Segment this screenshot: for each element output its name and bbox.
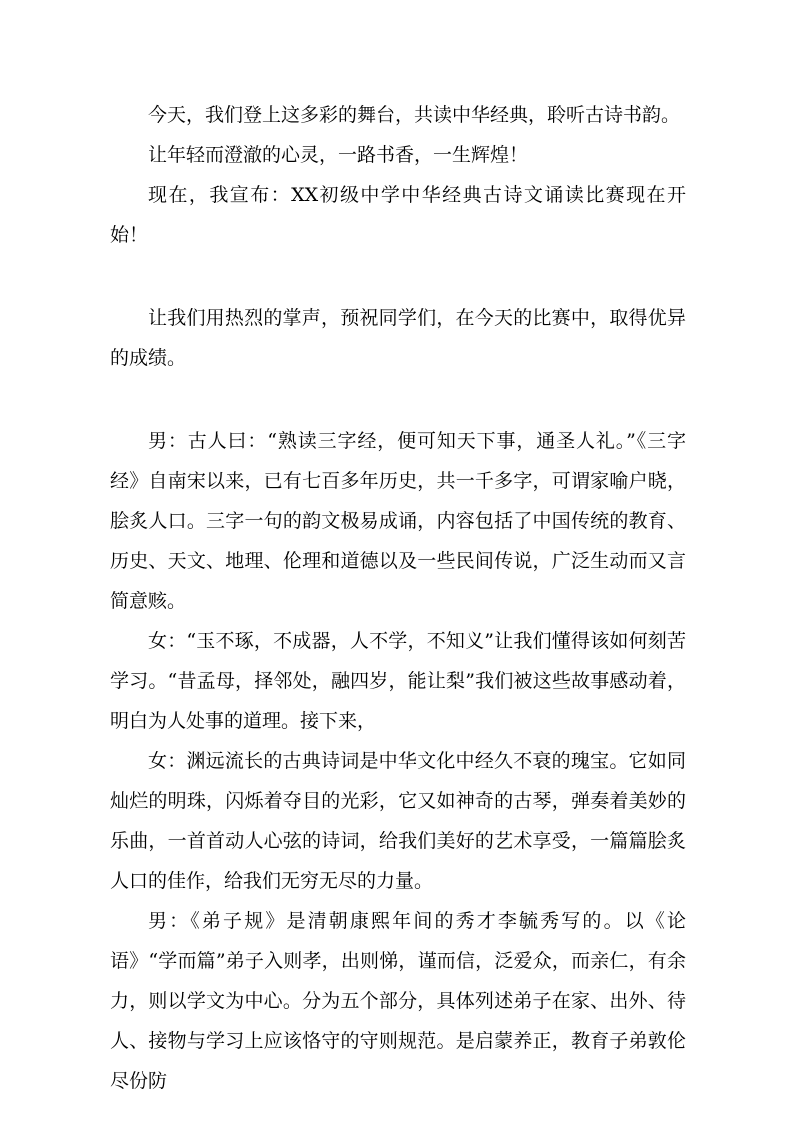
document-page xyxy=(110,95,686,1101)
female-host-paragraph: 女：渊远流长的古典诗词是中华文化中经久不衰的瑰宝。它如同灿烂的明珠，闪烁着夺目的光彩，它又如神奇的古琴，弹奏着美妙的乐曲，一首首动人心弦的诗词，给我们美好的艺术享受，一篇篇脍炙人口的佳作，给我们无穷无尽的力量。 xyxy=(110,750,686,892)
paragraph-spacer xyxy=(110,378,686,421)
paragraph-spacer xyxy=(110,255,686,298)
opening-paragraph: 让年轻而澄澈的心灵，一路书香，一生辉煌！ xyxy=(148,144,529,166)
male-host-paragraph: 男：《弟子规》是清朝康熙年间的秀才李毓秀写的。以《论语》“学而篇”弟子入则孝，出则悌，谨而信，泛爱众，而亲仁，有余力，则以学文为中心。分为五个部分，具体列述弟子在家、出外、待人、接物与学习上应该恪守的守则规范。是启蒙养正，教育子弟敦伦尽份防 xyxy=(110,910,686,1092)
applause-paragraph: 让我们用热烈的掌声，预祝同学们，在今天的比赛中，取得优异的成绩。 xyxy=(110,307,686,369)
male-host-paragraph: 男：古人曰：“熟读三字经，便可知天下事，通圣人礼。”《三字经》自南宋以来，已有七百多年历史，共一千多字，可谓家喻户晓，脍炙人口。三字一句的韵文极易成诵，内容包括了中国传统的教育、历史、天文、地理、伦理和道德以及一些民间传说，广泛生动而又言简意赅。 xyxy=(110,430,686,612)
opening-paragraph: 今天，我们登上这多彩的舞台，共读中华经典，聆听古诗书韵。 xyxy=(148,104,681,126)
female-host-paragraph: 女：“玉不琢，不成器，人不学，不知义”让我们懂得该如何刻苦学习。“昔孟母，择邻处，融四岁，能让梨”我们被这些故事感动着，明白为人处事的道理。接下来， xyxy=(110,630,686,732)
announcement-paragraph: 现在，我宣布：XX初级中学中华经典古诗文诵读比赛现在开始！ xyxy=(110,184,686,246)
